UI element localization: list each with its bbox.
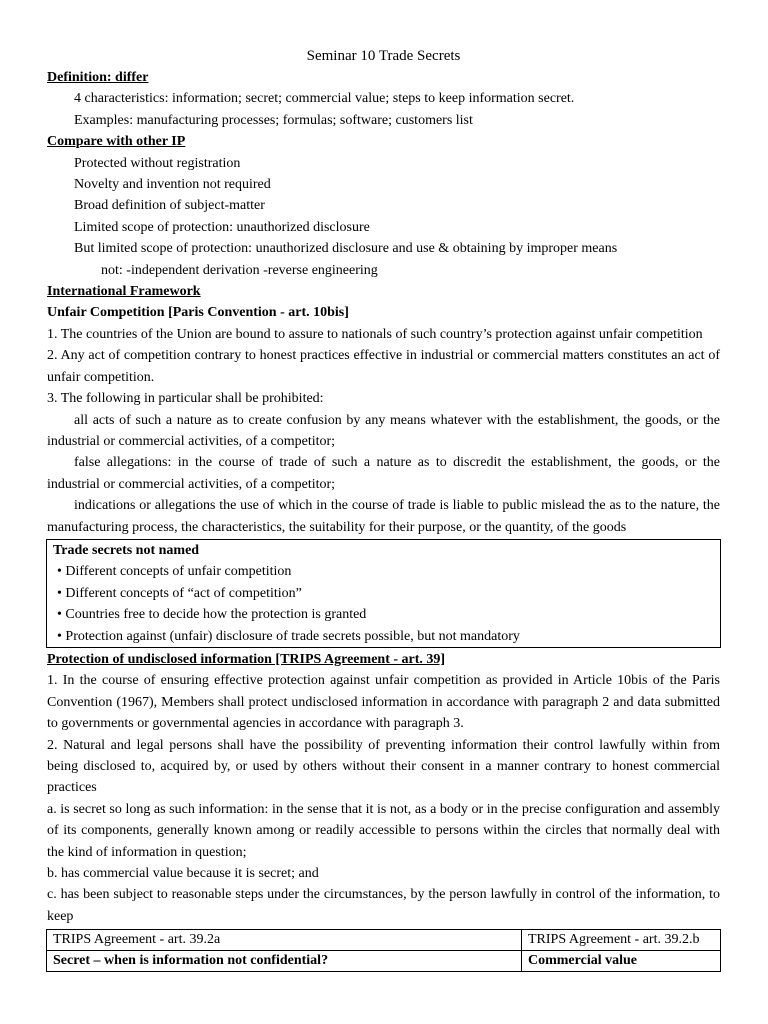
table-cell: TRIPS Agreement - art. 39.2.b — [522, 930, 721, 951]
international-heading: International Framework — [47, 284, 201, 300]
document-page — [47, 45, 720, 972]
box-bullet: • Different concepts of “act of competition” — [57, 585, 302, 601]
box-bullet: • Countries free to decide how the protection is granted — [57, 607, 367, 623]
compare-line: But limited scope of protection: unauthorized disclosure and use & obtaining by improper means — [74, 241, 618, 257]
trips-paragraph-b: b. has commercial value because it is secret; and — [47, 866, 319, 882]
box-heading: Trade secrets not named — [53, 542, 200, 558]
compare-line: Novelty and invention not required — [74, 177, 271, 193]
page-title: Seminar 10 Trade Secrets — [306, 48, 461, 64]
compare-heading: Compare with other IP — [47, 134, 186, 150]
trips-paragraph-c: c. has been subject to reasonable steps under the circumstances, by the person lawfully in control of the information, to keep — [47, 887, 720, 924]
trips-table — [46, 929, 721, 972]
trips-paragraph-1: 1. In the course of ensuring effective protection against unfair competition as provided in Article 10bis of the Paris Convention (1967), Members shall protect undisclosed information in accordance with paragraph 2 and data submitted to governments or governmental agencies in accordance with paragraph 3. — [47, 673, 720, 732]
prohibited-item: indications or allegations the use of which in the course of trade is liable to public mislead the as to the nature, the manufacturing process, the characteristics, the suitability for their purpose, or the quantity, of the goods — [47, 498, 720, 535]
unfair-competition-heading: Unfair Competition [Paris Convention - art. 10bis] — [47, 305, 349, 321]
trips-paragraph-a: a. is secret so long as such information: in the sense that it is not, as a body or in the precise configuration and assembly of its components, generally known among or readily accessible to persons within the circles that normally deal with the kind of information in question; — [47, 801, 720, 860]
table-cell: TRIPS Agreement - art. 39.2a — [47, 930, 522, 951]
compare-line: Limited scope of protection: unauthorized disclosure — [74, 219, 370, 235]
compare-line: Protected without registration — [74, 155, 241, 171]
paris-paragraph-3: 3. The following in particular shall be prohibited: — [47, 391, 324, 407]
prohibited-item: all acts of such a nature as to create confusion by any means whatever with the establishment, the goods, or the industrial or commercial activities, of a competitor; — [47, 412, 720, 449]
table-cell: Commercial value — [522, 951, 721, 972]
paris-paragraph-1: 1. The countries of the Union are bound to assure to nationals of such country’s protection against unfair competition — [47, 326, 703, 342]
trade-secrets-box — [46, 539, 721, 648]
definition-line: 4 characteristics: information; secret; commercial value; steps to keep information secret. — [74, 91, 575, 107]
prohibited-item: false allegations: in the course of trade of such a nature as to discredit the establishment, the goods, or the industrial or commercial activities, of a competitor; — [47, 455, 720, 492]
trips-paragraph-2: 2. Natural and legal persons shall have the possibility of preventing information their control lawfully within from being disclosed to, acquired by, or used by others without their consent in a manner contrary to honest commercial practices — [47, 737, 720, 796]
paris-paragraph-2: 2. Any act of competition contrary to honest practices effective in industrial or commercial matters constitutes an act of unfair competition. — [47, 348, 720, 385]
compare-not-line: not: -independent derivation -reverse engineering — [101, 262, 378, 278]
table-row — [47, 951, 721, 972]
table-row — [47, 930, 721, 951]
trips-heading: Protection of undisclosed information [TRIPS Agreement - art. 39] — [47, 651, 446, 667]
definition-line: Examples: manufacturing processes; formulas; software; customers list — [74, 112, 473, 128]
definition-heading: Definition: differ — [47, 70, 149, 85]
box-bullet: • Different concepts of unfair competition — [57, 564, 292, 580]
table-cell: Secret – when is information not confidential? — [47, 951, 522, 972]
box-bullet: • Protection against (unfair) disclosure of trade secrets possible, but not mandatory — [57, 628, 520, 644]
compare-line: Broad definition of subject-matter — [74, 198, 265, 214]
